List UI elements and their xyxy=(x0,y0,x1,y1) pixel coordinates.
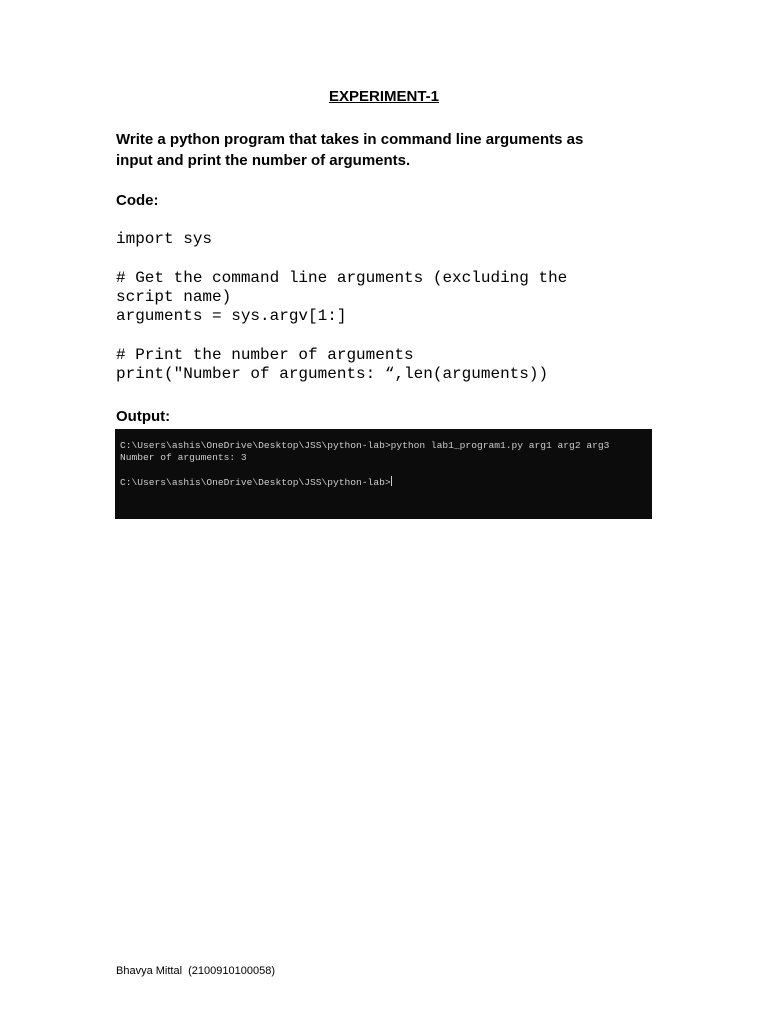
terminal-output-screenshot xyxy=(115,429,652,519)
text-cursor-icon xyxy=(391,476,392,486)
question-line: Write a python program that takes in command line arguments as xyxy=(116,131,584,148)
terminal-line xyxy=(120,464,652,476)
code-line xyxy=(116,326,656,345)
question-text xyxy=(116,129,636,171)
terminal-line: Number of arguments: 3 xyxy=(120,452,247,463)
code-line: arguments = sys.argv[1:] xyxy=(116,307,347,326)
code-line: # Get the command line arguments (excluding the xyxy=(116,268,568,287)
code-block xyxy=(116,230,656,384)
code-label: Code: xyxy=(116,192,159,209)
experiment-title: EXPERIMENT-1 xyxy=(328,88,440,105)
question-line: input and print the number of arguments. xyxy=(116,152,411,169)
terminal-prompt: C:\Users\ashis\OneDrive\Desktop\JSS\python-lab> xyxy=(120,477,391,488)
code-line: # Print the number of arguments xyxy=(116,345,414,364)
terminal-prompt-line xyxy=(120,476,652,488)
code-line: print("Number of arguments: “,len(arguments)) xyxy=(116,365,549,384)
output-label: Output: xyxy=(116,408,171,425)
code-line: import sys xyxy=(116,230,213,248)
terminal-line: C:\Users\ashis\OneDrive\Desktop\JSS\python-lab>python lab1_program1.py arg1 arg2 arg3 xyxy=(120,440,610,451)
code-line xyxy=(116,249,656,268)
code-line: script name) xyxy=(116,287,232,306)
author-footer: Bhavya Mittal (2100910100058) xyxy=(116,965,275,977)
